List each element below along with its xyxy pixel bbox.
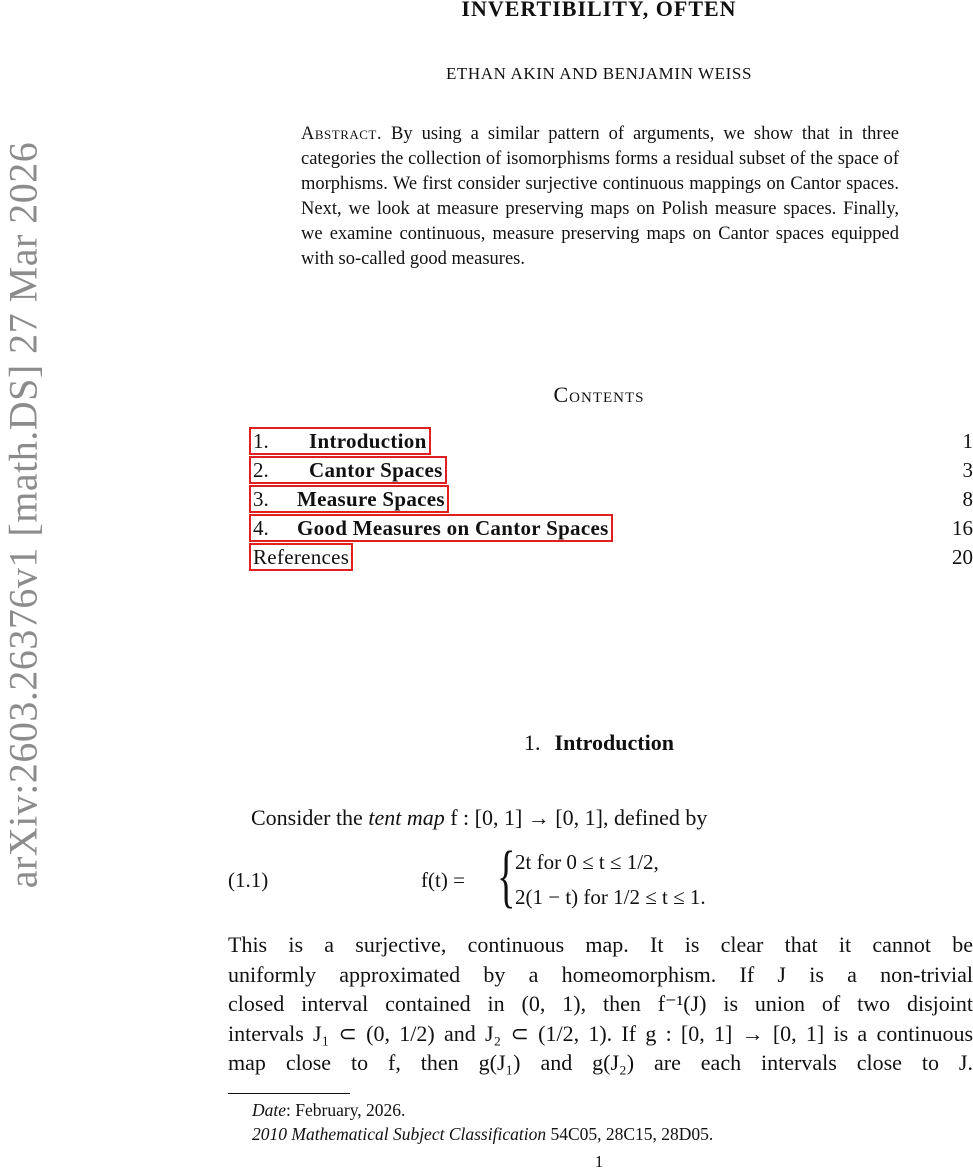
intro-paragraph-1 <box>251 803 707 833</box>
table-of-contents <box>249 426 973 571</box>
toc-row-cantor-spaces <box>249 455 973 484</box>
left-brace-icon: { <box>497 842 515 912</box>
abstract-label: Abstract. <box>301 124 382 144</box>
footnote-date <box>252 1100 405 1121</box>
toc-label: References <box>253 545 349 569</box>
toc-link-measure-spaces[interactable] <box>249 485 449 513</box>
toc-page: 3 <box>963 458 973 483</box>
toc-number: 3. <box>253 487 297 511</box>
toc-link-good-measures[interactable] <box>249 514 613 542</box>
section-number: 1. <box>524 730 541 755</box>
toc-page: 20 <box>952 545 973 570</box>
toc-number: 2. <box>253 458 309 482</box>
intro-paragraph-2 <box>228 930 973 1078</box>
paragraph-line: closed interval contained in (0, 1), then f⁻¹(J) is union of two disjoint <box>228 989 973 1019</box>
toc-page: 8 <box>963 487 973 512</box>
footnote-date-label: Date <box>252 1100 286 1120</box>
toc-page: 1 <box>963 429 973 454</box>
paragraph-line: uniformly approximated by a homeomorphism. If J is a non-trivial <box>228 960 973 990</box>
arxiv-identifier: arXiv:2603.26376v1 [math.DS] 27 Mar 2026 <box>0 142 47 889</box>
toc-row-good-measures <box>249 513 973 542</box>
paper-authors: ETHAN AKIN AND BENJAMIN WEISS <box>0 64 973 84</box>
equation-case-2: 2(1 − t) for 1/2 ≤ t ≤ 1. <box>515 885 706 910</box>
footnote-date-value: : February, 2026. <box>286 1100 405 1120</box>
footnote-msc-label: 2010 Mathematical Subject Classification <box>252 1124 546 1144</box>
toc-link-cantor-spaces[interactable] <box>249 456 447 484</box>
toc-page: 16 <box>952 516 973 541</box>
toc-label: Good Measures on Cantor Spaces <box>297 516 609 540</box>
contents-heading: Contents <box>0 382 973 408</box>
toc-label: Cantor Spaces <box>309 458 443 482</box>
paper-title: INVERTIBILITY, OFTEN <box>0 0 973 22</box>
toc-link-introduction[interactable] <box>249 427 431 455</box>
paragraph-line: This is a surjective, continuous map. It is clear that it cannot be <box>228 930 973 960</box>
section-heading <box>0 730 973 756</box>
toc-number: 1. <box>253 429 309 453</box>
abstract <box>301 122 899 272</box>
toc-row-introduction <box>249 426 973 455</box>
equation-lhs: f(t) = <box>421 868 465 893</box>
page-number: 1 <box>0 1152 973 1172</box>
equation-number: (1.1) <box>228 868 268 893</box>
text-run: Consider the <box>251 805 368 830</box>
toc-row-references <box>249 542 973 571</box>
abstract-text: By using a similar pattern of arguments, we show that in three categories the collection of isomorphisms forms a residual subset of the space of morphisms. We first consider surjective continuous mappings on Cantor spaces. Next, we look at measure preserving maps on Polish measure spaces. Finally, we examine continuous, measure preserving maps on Cantor spaces equipped with so-called good measures. <box>301 124 899 269</box>
toc-number: 4. <box>253 516 297 540</box>
equation-case-1: 2t for 0 ≤ t ≤ 1/2, <box>515 850 659 875</box>
equation-1-1 <box>228 846 973 920</box>
footnote-msc-value: 54C05, 28C15, 28D05. <box>546 1124 713 1144</box>
arxiv-side-stamp <box>0 0 46 1168</box>
footnote-msc <box>252 1124 713 1145</box>
section-title: Introduction <box>555 730 674 755</box>
toc-label: Measure Spaces <box>297 487 445 511</box>
toc-label: Introduction <box>309 429 427 453</box>
tent-map-term: tent map <box>368 805 444 830</box>
paragraph-line: intervals J₁ ⊂ (0, 1/2) and J₂ ⊂ (1/2, 1). If g : [0, 1] → [0, 1] is a continuous <box>228 1019 973 1049</box>
toc-link-references[interactable] <box>249 543 353 571</box>
toc-row-measure-spaces <box>249 484 973 513</box>
footnote-rule <box>228 1093 350 1094</box>
text-run: f : [0, 1] → [0, 1], defined by <box>445 805 708 830</box>
paragraph-line: map close to f, then g(J₁) and g(J₂) are each intervals close to J. <box>228 1048 973 1078</box>
